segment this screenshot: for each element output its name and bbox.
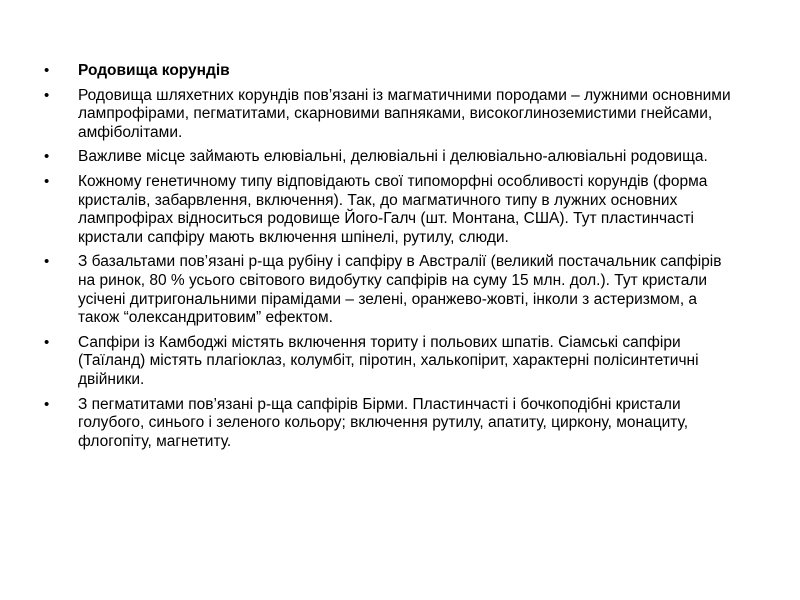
bullet-dot-icon: • — [44, 395, 50, 413]
bullet-item — [40, 173, 740, 247]
bullet-text: З пегматитами пов’язані р-ща сапфірів Бірми. Пластинчасті і бочкоподібні кристали голубого, синього і зеленого кольору; включення рутилу, апатиту, циркону, монациту, флогопіту, магнетиту. — [78, 395, 689, 450]
bullet-item — [40, 87, 740, 143]
bullet-item — [40, 334, 740, 390]
bullet-text: Родовища шляхетних корундів пов’язані із магматичними породами – лужними основними лампрофірами, пегматитами, скарновими вапняками, високоглиноземистими гнейсами, амфіболітами. — [78, 86, 731, 141]
bullet-dot-icon: • — [44, 253, 50, 271]
bullet-dot-icon: • — [44, 172, 50, 190]
bullet-text: Родовища корундів — [78, 62, 230, 79]
bullet-item — [40, 396, 740, 452]
bullet-list — [40, 62, 740, 457]
bullet-text: З базальтами пов’язані р-ща рубіну і сапфіру в Австралії (великий постачальник сапфірів на ринок, 80 % усього світового видобутку сапфірів на суму 15 млн. дол.). Тут кристали усічені дитригональними пірамідами – зелені, оранжево-жовті, інколи з астеризмом, а також “олександритовим” ефектом. — [78, 253, 722, 327]
bullet-dot-icon: • — [44, 148, 50, 166]
bullet-dot-icon: • — [44, 86, 50, 104]
bullet-text: Сапфіри із Камбоджі містять включення ториту і польових шпатів. Сіамські сапфіри (Таїланд) містять плагіоклаз, колумбіт, піротин, халькопірит, характерні полісинтетичні двійники. — [78, 333, 699, 388]
bullet-dot-icon: • — [44, 333, 50, 351]
bullet-text: Кожному генетичному типу відповідають свої типоморфні особливості корундів (форма кристалів, забарвлення, включення). Так, до магматичного типу в лужних основних лампрофірах відноситься родовище Його-Галч (шт. Монтана, США). Тут пластинчасті кристали сапфіру мають включення шпінелі, рутилу, слюди. — [78, 172, 708, 246]
bullet-item-heading — [40, 62, 740, 81]
bullet-item — [40, 253, 740, 327]
bullet-item — [40, 148, 740, 167]
bullet-dot-icon: • — [44, 62, 50, 79]
bullet-text: Важливе місце займають елювіальні, делювіальні і делювіально-алювіальні родовища. — [78, 148, 708, 166]
